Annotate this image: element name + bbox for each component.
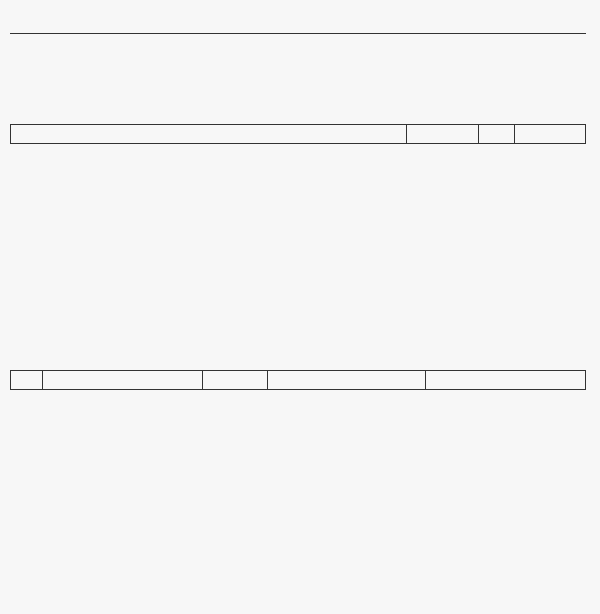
col-platz: [11, 371, 43, 389]
standings-header: [10, 370, 586, 390]
pairings-header-home-score: [407, 125, 479, 143]
col-einzelpunkte: [268, 371, 426, 389]
pairings-header-paarung: [11, 125, 407, 143]
header-divider: [10, 33, 586, 34]
pairings-header: [10, 124, 586, 144]
col-wk: [203, 371, 268, 389]
pairings-header-separator: [479, 125, 515, 143]
col-verein: [43, 371, 203, 389]
pairings-header-away-score: [515, 125, 585, 143]
col-mannschaftspunkte: [426, 371, 585, 389]
